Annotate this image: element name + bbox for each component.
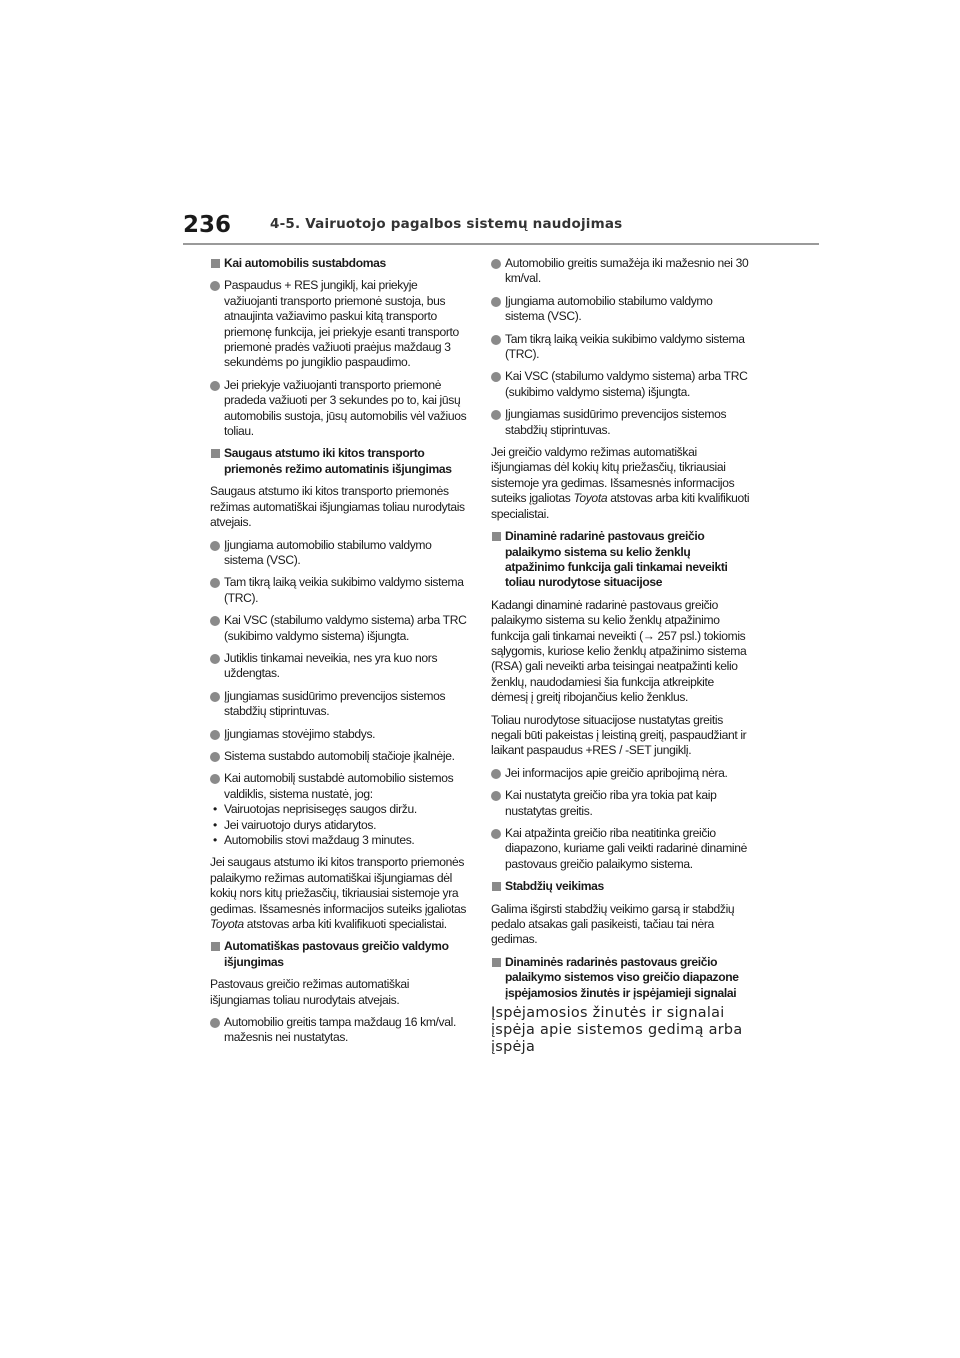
circle-bullet-icon	[210, 654, 220, 664]
paragraph: Saugaus atstumo iki kitos transporto priemonės režimas automatiškai išjungiamas toliau nurodytais atvejais.	[210, 484, 465, 530]
circle-bullet-icon	[210, 774, 220, 784]
paragraph-continued: Įspėjamosios žinutės ir signalai įspėja apie sistemos gedimą arba įspėja	[491, 1005, 743, 1056]
list-item: Tam tikrą laiką veikia sukibimo valdymo sistema (TRC).	[210, 575, 468, 606]
circle-bullet-icon	[491, 410, 501, 420]
list-item: Sistema sustabdo automobilį stačioje įkalnėje.	[210, 749, 468, 764]
heading-vehicle-stopped: Kai automobilis sustabdomas	[210, 256, 468, 271]
circle-bullet-icon	[210, 752, 220, 762]
circle-bullet-icon	[491, 791, 501, 801]
right-column	[491, 256, 753, 1063]
section-title: 4-5. Vairuotojo pagalbos sistemų naudojimas	[270, 216, 623, 232]
circle-bullet-icon	[491, 372, 501, 382]
list-item: Kai VSC (stabilumo valdymo sistema) arba TRC (sukibimo valdymo sistema) išjungta.	[210, 613, 468, 644]
list-item: Įjungiama automobilio stabilumo valdymo sistema (VSC).	[210, 538, 468, 569]
heading-distance-mode-cancel: Saugaus atstumo iki kitos transporto priemonės režimo automatinis išjungimas	[210, 446, 468, 477]
square-bullet-icon	[211, 942, 220, 951]
circle-bullet-icon	[210, 616, 220, 626]
square-bullet-icon	[492, 958, 501, 967]
circle-bullet-icon	[491, 335, 501, 345]
square-bullet-icon	[492, 532, 501, 541]
list-item: Jutiklis tinkamai neveikia, nes yra kuo nors uždengtas.	[210, 651, 468, 682]
left-column	[210, 256, 468, 1053]
list-item: Kai atpažinta greičio riba neatitinka greičio diapazono, kuriame gali veikti radarinė dinaminė pastovaus greičio palaikymo sistema.	[491, 826, 753, 872]
circle-bullet-icon	[210, 281, 220, 291]
square-bullet-icon	[492, 882, 501, 891]
circle-bullet-icon	[491, 829, 501, 839]
paragraph: Toliau nurodytose situacijose nustatytas greitis negali būti pakeistas į leistiną greitį, paspaudžiant ir laikant paspaudus +RES / -SET jungiklį.	[491, 712, 747, 758]
circle-bullet-icon	[210, 381, 220, 391]
circle-bullet-icon	[491, 259, 501, 269]
circle-bullet-icon	[491, 297, 501, 307]
list-item: Įjungiamas stovėjimo stabdys.	[210, 727, 468, 742]
page-number: 236	[183, 212, 232, 238]
page-header	[183, 212, 819, 246]
list-item: Įjungiama automobilio stabilumo valdymo sistema (VSC).	[491, 294, 753, 325]
circle-bullet-icon	[210, 541, 220, 551]
list-item: Tam tikrą laiką veikia sukibimo valdymo sistema (TRC).	[491, 332, 753, 363]
list-item: Kai VSC (stabilumo valdymo sistema) arba TRC (sukibimo valdymo sistema) išjungta.	[491, 369, 753, 400]
heading-warnings: Dinaminės radarinės pastovaus greičio palaikymo sistemos viso greičio diapazone įspėjamosios žinutės ir įspėjamieji signalai	[491, 955, 753, 1001]
brand-name: Toyota	[573, 491, 608, 506]
square-bullet-icon	[211, 449, 220, 458]
header-rule	[183, 243, 819, 245]
circle-bullet-icon	[210, 1018, 220, 1028]
heading-cruise-cancel: Automatiškas pastovaus greičio valdymo išjungimas	[210, 939, 468, 970]
heading-rsa-limitations: Dinaminė radarinė pastovaus greičio palaikymo sistema su kelio ženklų atpažinimo funkcija gali tinkamai neveikti toliau nurodytose situacijose	[491, 529, 753, 591]
list-item: Paspaudus + RES jungiklį, kai priekyje važiuojanti transporto priemonė sustoja, bus atnaujinta važiavimo paskui kitą transporto priemonę funkcija, jei priekyje esanti transporto priemonė pradės važiuoti praėjus maždaug 3 sekundėms po jungiklio paspaudimo.	[210, 278, 468, 370]
circle-bullet-icon	[210, 730, 220, 740]
paragraph: Kadangi dinaminė radarinė pastovaus greičio palaikymo sistema su kelio ženklų atpažinimo funkcija gali tinkamai neveikti (→ 257 psl.) tokiomis sąlygomis, kuriose kelio ženklų atpažinimo sistema (RSA) gali neveikti arba teisingai neatpažinti kelio ženklų, naudodamiesi šia funkcija atkreipkite dėmesį į greitį ribojančius kelio ženklus.	[491, 597, 747, 705]
square-bullet-icon	[211, 259, 220, 268]
page-reference-link[interactable]: → 257 psl.	[642, 628, 698, 643]
brand-name: Toyota	[210, 917, 244, 932]
sub-list-item: • Automobilis stovi maždaug 3 minutes.	[210, 833, 468, 848]
list-item: Automobilio greitis sumažėja iki mažesnio nei 30 km/val.	[491, 256, 753, 287]
circle-bullet-icon	[210, 578, 220, 588]
list-item: Kai automobilį sustabdė automobilio sistemos valdiklis, sistema nustatė, jog:	[210, 771, 468, 802]
paragraph: Jei saugaus atstumo iki kitos transporto priemonės palaikymo režimas automatiškai išjungiamas dėl kokių nors kitų priežasčių, tikriausiai sistemoje yra gedimas. Išsamesnės informacijos suteiks įgaliotas Toyota atstovas arba kiti kvalifikuoti specialistai.	[210, 855, 467, 932]
circle-bullet-icon	[491, 769, 501, 779]
heading-brake-operation: Stabdžių veikimas	[491, 879, 753, 894]
sub-list-item: • Vairuotojas neprisisegęs saugos diržu.	[210, 802, 468, 817]
list-item: Jei priekyje važiuojanti transporto priemonė pradeda važiuoti per 3 sekundes po to, kai jūsų automobilis sustoja, jūsų automobilis vėl važiuos toliau.	[210, 378, 468, 440]
list-item: Įjungiamas susidūrimo prevencijos sistemos stabdžių stiprintuvas.	[491, 407, 753, 438]
list-item: Kai nustatyta greičio riba yra tokia pat kaip nustatytas greitis.	[491, 788, 753, 819]
paragraph: Galima išgirsti stabdžių veikimo garsą ir stabdžių pedalo atsakas gali pasikeisti, tačiau tai nėra gedimas.	[491, 901, 735, 947]
list-item: Jei informacijos apie greičio apribojimą nėra.	[491, 766, 753, 781]
list-item: Įjungiamas susidūrimo prevencijos sistemos stabdžių stiprintuvas.	[210, 689, 468, 720]
sub-list-item: • Jei vairuotojo durys atidarytos.	[210, 818, 468, 833]
list-item: Automobilio greitis tampa maždaug 16 km/val. mažesnis nei nustatytas.	[210, 1015, 468, 1046]
paragraph: Pastovaus greičio režimas automatiškai išjungiamas toliau nurodytais atvejais.	[210, 977, 410, 1007]
circle-bullet-icon	[210, 692, 220, 702]
paragraph: Jei greičio valdymo režimas automatiškai išjungiamas dėl kokių kitų priežasčių, tikriausiai sistemoje yra gedimas. Išsamesnės informacijos suteiks įgaliotas Toyota atstovas arba kiti kvalifikuoti specialistai.	[491, 445, 750, 521]
